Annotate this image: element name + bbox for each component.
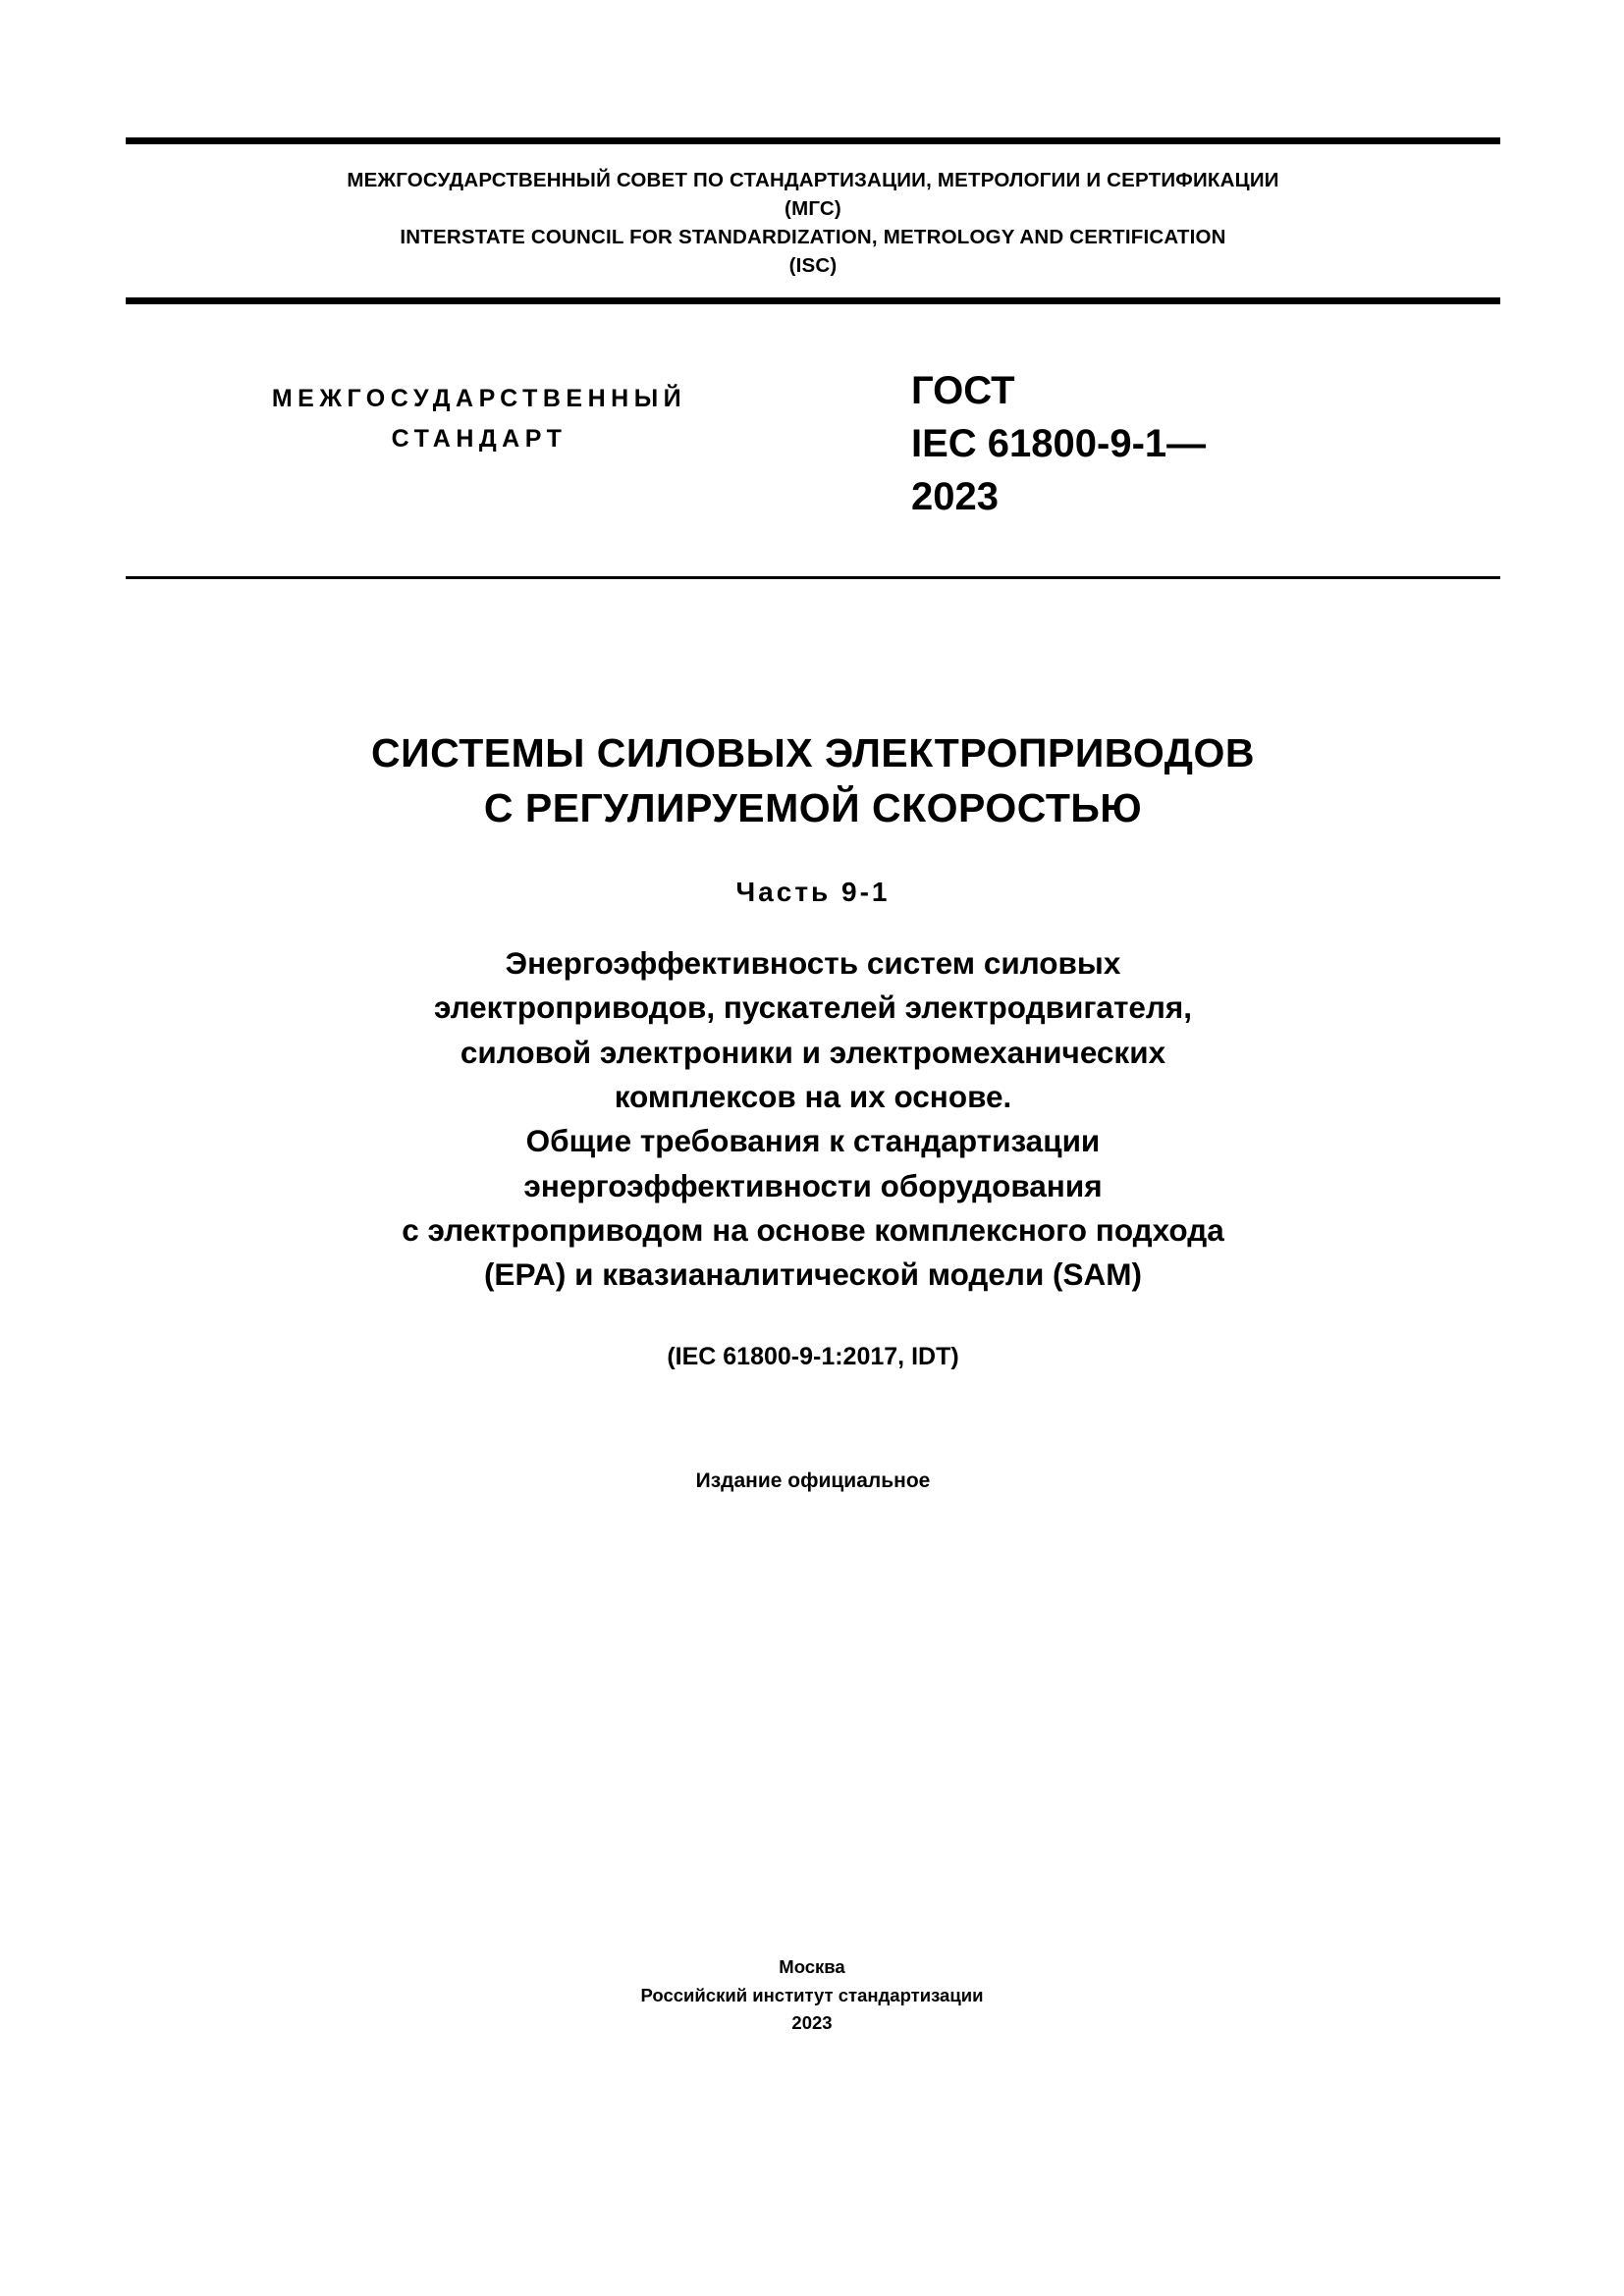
- subtitle-line5: Общие требования к стандартизации: [525, 1123, 1101, 1159]
- footer-publisher: Российский институт стандартизации: [640, 1984, 984, 2005]
- standard-type-line2: СТАНДАРТ: [391, 424, 568, 453]
- designation-line1: ГОСТ: [911, 369, 1015, 413]
- subtitle-line1: Энергоэффективность систем силовых: [505, 944, 1121, 981]
- designation-rule-thin: [126, 576, 1500, 579]
- footer-year: 2023: [791, 2012, 833, 2034]
- standard-designation: [884, 365, 1500, 523]
- council-header: [126, 144, 1500, 297]
- designation-line2: IEC 61800-9-1—: [911, 422, 1207, 466]
- council-name-en: INTERSTATE COUNCIL FOR STANDARDIZATION, METROLOGY AND CERTIFICATION: [400, 226, 1226, 249]
- subtitle-line2: электроприводов, пускателей электродвигателя,: [433, 989, 1193, 1026]
- equivalence-note: (IEC 61800-9-1:2017, IDT): [667, 1342, 959, 1370]
- subtitle-line3: силовой электроники и электромеханических: [460, 1034, 1166, 1070]
- subtitle-line6: энергоэффективности оборудования: [523, 1167, 1103, 1203]
- document-subtitle: [126, 941, 1500, 1298]
- standard-type-line1: МЕЖГОСУДАРСТВЕННЫЙ: [271, 385, 687, 413]
- edition-note: Издание официальное: [695, 1468, 931, 1492]
- top-rule-thick: [126, 137, 1500, 144]
- designation-line3: 2023: [911, 474, 999, 518]
- council-abbr-en: (ISC): [788, 254, 838, 278]
- document-title-line1: СИСТЕМЫ СИЛОВЫХ ЭЛЕКТРОПРИВОДОВ: [371, 730, 1255, 776]
- council-abbr-ru: (МГС): [785, 197, 841, 221]
- designation-row: [126, 304, 1500, 576]
- subtitle-line7: с электроприводом на основе комплексного подхода: [402, 1212, 1224, 1249]
- document-title: [126, 726, 1500, 835]
- subtitle-line4: комплексов на их основе.: [614, 1078, 1012, 1114]
- standard-type: [126, 365, 833, 458]
- page-content: [126, 137, 1500, 1493]
- council-name-ru: МЕЖГОСУДАРСТВЕННЫЙ СОВЕТ ПО СТАНДАРТИЗАЦИИ, МЕТРОЛОГИИ И СЕРТИФИКАЦИИ: [347, 169, 1279, 191]
- document-title-line2: С РЕГУЛИРУЕМОЙ СКОРОСТЬЮ: [483, 784, 1143, 830]
- footer-city: Москва: [779, 1956, 845, 1977]
- subtitle-line8: (EPA) и квазианалитической модели (SAM): [483, 1256, 1143, 1293]
- document-part: Часть 9-1: [735, 876, 891, 907]
- header-rule-thick: [126, 297, 1500, 304]
- page-footer: [0, 1953, 1624, 2038]
